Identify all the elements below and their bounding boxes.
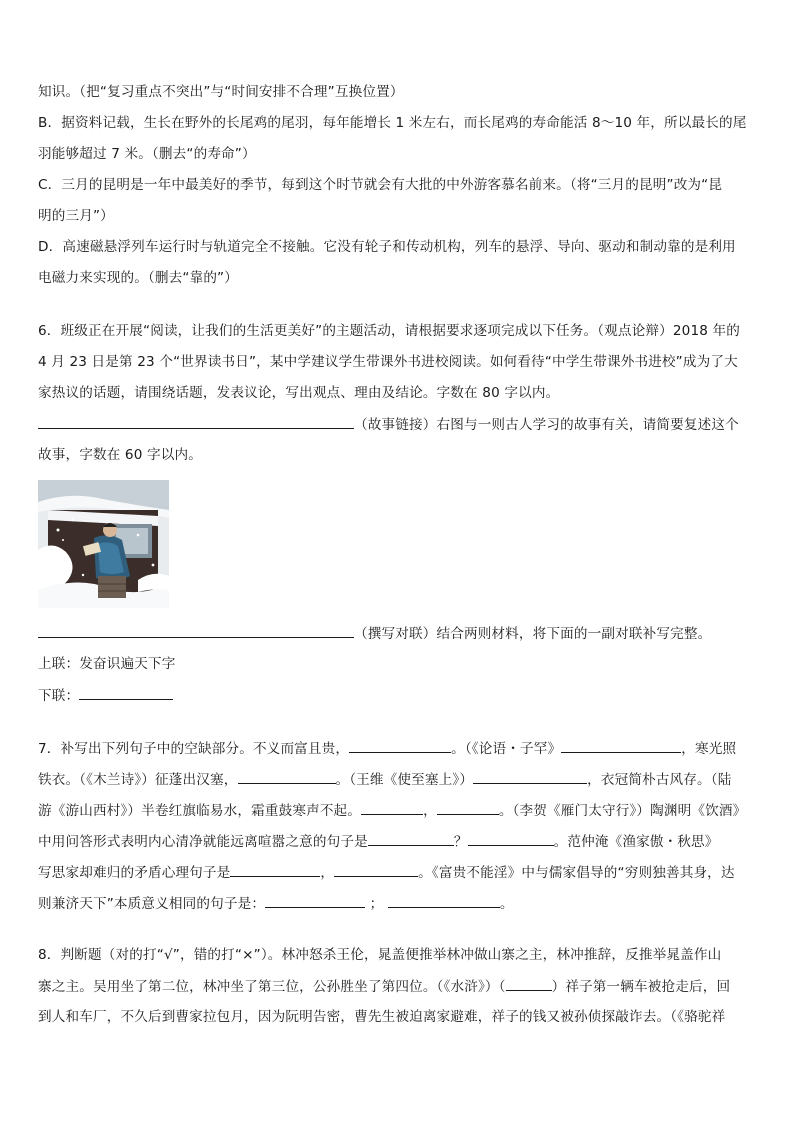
answer-blank-story[interactable] — [38, 623, 354, 638]
q7-text: 中用问答形式表明内心清净就能远离喧嚣之意的句子是 — [38, 834, 368, 850]
q7-line3 — [38, 800, 760, 821]
q6-line4 — [38, 414, 760, 435]
q5-option-b-line1: B．据资料记载，生长在野外的长尾鸡的尾羽，每年能增长 1 米左右，而长尾鸡的寿命能活 8～10 年，所以最长的尾 — [38, 115, 747, 131]
q6-story-prompt: （故事链接）右图与一则古人学习的故事有关，请简要复述这个 — [354, 417, 739, 433]
q5-option-b-line2: 羽能够超过 7 米。（删去“的寿命”） — [38, 146, 256, 162]
answer-blank[interactable] — [334, 862, 418, 877]
q5-option-a-tail: 知识。（把“复习重点不突出”与“时间安排不合理”互换位置） — [38, 84, 404, 100]
q5-option-d-line2: 电磁力来实现的。（删去“靠的”） — [38, 270, 238, 286]
answer-blank[interactable] — [468, 831, 554, 846]
q7-text: 7．补写出下列句子中的空缺部分。不义而富且贵， — [38, 741, 350, 757]
answer-blank[interactable] — [473, 769, 587, 784]
answer-blank[interactable] — [368, 831, 454, 846]
snow-scene-scholar-reading-illustration — [38, 480, 169, 608]
q7-text: ，衣冠简朴古风存。（陆 — [587, 772, 732, 788]
q7-line6 — [38, 893, 760, 914]
q7-line2 — [38, 769, 760, 790]
q7-text: ； — [369, 896, 384, 912]
q7-text: 。《富贵不能淫》中与儒家倡导的“穷则独善其身，达 — [418, 865, 735, 881]
answer-blank[interactable] — [238, 769, 336, 784]
answer-blank[interactable] — [230, 862, 320, 877]
answer-blank[interactable] — [361, 800, 423, 815]
q7-text: 则兼济天下”本质意义相同的句子是： — [38, 896, 266, 912]
answer-blank[interactable] — [388, 893, 500, 908]
q6-line5: 故事，字数在 60 字以内。 — [38, 447, 202, 463]
q7-line1 — [38, 738, 760, 759]
q7-text: ， — [423, 803, 437, 819]
q7-text: 铁衣。（《木兰诗》）征蓬出汉塞， — [38, 772, 238, 788]
q7-text: 。 — [499, 896, 514, 912]
q5-option-c-line1: C．三月的昆明是一年中最美好的季节，每到这个时节就会有大批的中外游客慕名前来。（将“三月的昆明”改为“昆 — [38, 177, 723, 193]
q5-option-c-line2: 明的三月”） — [38, 208, 114, 224]
q7-text: 。（王维《使至塞上》） — [335, 772, 474, 788]
answer-blank-lower-couplet[interactable] — [79, 685, 173, 700]
q6-lower-couplet-label: 下联： — [38, 688, 80, 704]
q7-text: ？ — [453, 834, 468, 850]
answer-blank[interactable] — [265, 893, 365, 908]
q6-line3: 家热议的话题，请围绕话题，发表议论，写出观点、理由及结论。字数在 80 字以内。 — [38, 385, 560, 401]
q7-line5 — [38, 862, 760, 883]
q7-text: 写思家却难归的矛盾心理句子是 — [38, 865, 231, 881]
q6-lower-couplet-line — [38, 685, 760, 706]
q8-text: ）祥子第一辆车被抢走后，回 — [551, 979, 731, 995]
q6-upper-couplet: 上联：发奋识遍天下字 — [38, 656, 176, 672]
q6-couplet-prompt-line — [38, 623, 760, 644]
q6-couplet-prompt: （撰写对联）结合两则材料，将下面的一副对联补写完整。 — [354, 626, 712, 642]
q8-line2 — [38, 976, 760, 997]
q7-text: 。（李贺《雁门太守行》）陶渊明《饮酒》 — [498, 803, 747, 819]
answer-blank-judgement[interactable] — [506, 976, 552, 991]
q7-text: ，寒光照 — [681, 741, 737, 757]
q7-text: 。（《论语・子罕》 — [451, 741, 562, 757]
answer-blank[interactable] — [437, 800, 499, 815]
q5-option-d-line1: D．高速磁悬浮列车运行时与轨道完全不接触。它没有轮子和传动机构，列车的悬浮、导向、驱动和制动靠的是利用 — [38, 239, 736, 255]
q8-text: 寨之主。吴用坐了第二位，林冲坐了第三位，公孙胜坐了第四位。（《水浒》）（ — [38, 979, 506, 995]
q8-line3: 到人和车厂，不久后到曹家拉包月，因为阮明告密，曹先生被迫离家避难，祥子的钱又被孙侦探敲诈去。（《骆驼祥 — [38, 1009, 726, 1025]
q7-text: ， — [320, 865, 335, 881]
q6-line1: 6．班级正在开展“阅读，让我们的生活更美好”的主题活动，请根据要求逐项完成以下任务。（观点论辩）2018 年的 — [38, 323, 741, 339]
q8-line1: 8．判断题（对的打“√”，错的打“×”）。林冲怒杀王伦，晁盖便推举林冲做山寨之主，林冲推辞，反推举晁盖作山 — [38, 947, 722, 963]
q6-line2: 4 月 23 日是第 23 个“世界读书日”，某中学建议学生带课外书进校阅读。如何看待“中学生带课外书进校”成为了大 — [38, 354, 738, 370]
answer-blank[interactable] — [349, 738, 451, 753]
answer-blank[interactable] — [561, 738, 681, 753]
q7-text: 游《游山西村》）半卷红旗临易水，霜重鼓寒声不起。 — [38, 803, 362, 819]
answer-blank-viewpoint[interactable] — [38, 414, 354, 429]
q7-line4 — [38, 831, 760, 852]
q7-text: 。范仲淹《渔家傲・秋思》 — [553, 834, 719, 850]
